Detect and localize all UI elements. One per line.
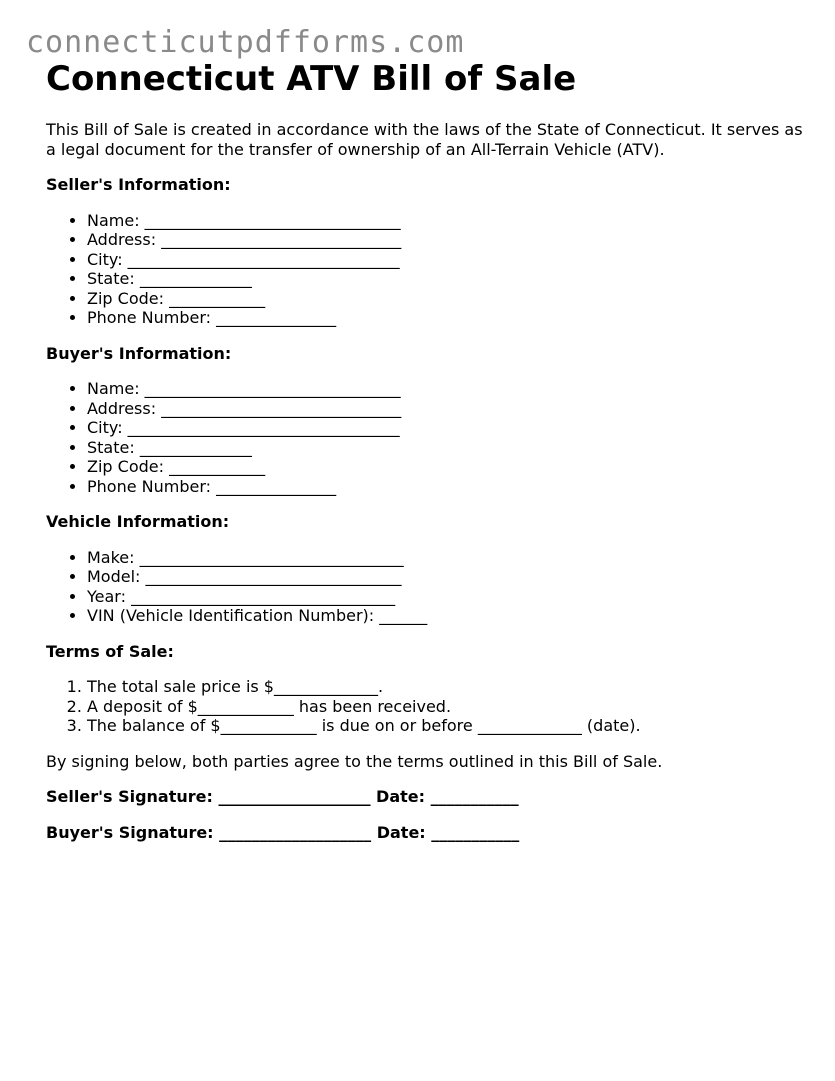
seller-address-field: • Address: ______________________________	[87, 230, 806, 250]
seller-city-field: • City: __________________________________	[87, 250, 806, 270]
seller-name-field: • Name: ________________________________	[87, 211, 806, 231]
buyer-name-field: • Name: ________________________________	[87, 379, 806, 399]
watermark-text: connecticutpdfforms.com	[26, 25, 465, 60]
vehicle-info-list	[46, 548, 806, 626]
document-body	[46, 120, 806, 858]
seller-info-list	[46, 211, 806, 328]
terms-heading: Terms of Sale:	[46, 641, 174, 661]
buyer-zip-field: • Zip Code: ____________	[87, 457, 806, 477]
buyer-address-field: • Address: ______________________________	[87, 399, 806, 419]
buyer-city-field: • City: __________________________________	[87, 418, 806, 438]
seller-heading: Seller's Information:	[46, 175, 231, 194]
vehicle-vin-field: • VIN (Vehicle Identification Number): ______	[87, 606, 806, 626]
page-title: Connecticut ATV Bill of Sale	[46, 59, 577, 99]
buyer-heading: Buyer's Information:	[46, 343, 232, 363]
seller-state-field: • State: ______________	[87, 269, 806, 289]
terms-sale-price: 1. The total sale price is $_____________.	[87, 677, 806, 697]
seller-signature-line: Seller's Signature: ___________________ Date: ___________	[46, 787, 519, 806]
vehicle-heading: Vehicle Information:	[46, 512, 230, 531]
terms-list	[46, 677, 806, 736]
intro-paragraph: This Bill of Sale is created in accordance with the laws of the State of Connecticut. It serves as a legal document for the transfer of ownership of an All-Terrain Vehicle (ATV).	[46, 120, 803, 159]
agreement-paragraph: By signing below, both parties agree to the terms outlined in this Bill of Sale.	[46, 751, 663, 771]
terms-deposit: 2. A deposit of $____________ has been received.	[87, 697, 806, 717]
seller-zip-field: • Zip Code: ____________	[87, 289, 806, 309]
vehicle-model-field: • Model: ________________________________	[87, 567, 806, 587]
buyer-signature-line: Buyer's Signature: ___________________ Date: ___________	[46, 822, 520, 842]
buyer-state-field: • State: ______________	[87, 438, 806, 458]
vehicle-make-field: • Make: _________________________________	[87, 548, 806, 568]
terms-balance: 3. The balance of $____________ is due on or before _____________ (date).	[87, 716, 806, 736]
seller-phone-field: • Phone Number: _______________	[87, 308, 806, 328]
buyer-info-list	[46, 379, 806, 496]
buyer-phone-field: • Phone Number: _______________	[87, 477, 806, 497]
vehicle-year-field: • Year: _________________________________	[87, 587, 806, 607]
